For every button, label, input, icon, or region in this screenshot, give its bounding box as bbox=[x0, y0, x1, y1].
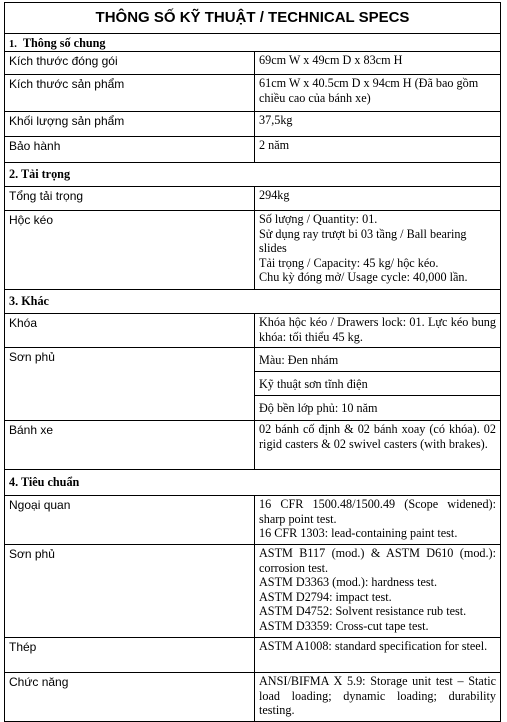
row-label: Sơn phủ bbox=[5, 545, 255, 637]
table-row bbox=[5, 112, 500, 137]
table-row bbox=[5, 314, 500, 348]
section-number: 1. bbox=[9, 39, 17, 50]
row-value: ASTM A1008: standard specification for steel. bbox=[259, 639, 488, 653]
value-subcell: Độ bền lớp phủ: 10 năm bbox=[259, 401, 378, 415]
value-line: ASTM D3363 (mod.): hardness test. bbox=[259, 575, 438, 589]
table-row bbox=[5, 187, 500, 211]
row-value bbox=[255, 348, 500, 420]
row-label: Kích thước sản phẩm bbox=[5, 75, 255, 111]
value-subcell: Kỹ thuật sơn tĩnh điện bbox=[255, 372, 500, 396]
table-row bbox=[5, 211, 500, 290]
table-row bbox=[5, 638, 500, 673]
section-heading: 2. Tải trọng bbox=[9, 167, 71, 181]
value-line: Sử dụng ray trượt bi 03 tầng / Ball bearing slides bbox=[259, 226, 467, 255]
value-line: Chu kỳ đóng mở/ Usage cycle: 40,000 lần. bbox=[259, 270, 468, 284]
section-heading: 3. Khác bbox=[9, 294, 49, 308]
value-line: ASTM D4752: Solvent resistance rub test. bbox=[259, 604, 467, 618]
row-label: Chức năng bbox=[5, 673, 255, 721]
table-row bbox=[5, 496, 500, 545]
row-label: Thép bbox=[5, 638, 255, 672]
row-label: Tổng tải trọng bbox=[5, 187, 255, 210]
section-header-standards bbox=[5, 470, 500, 496]
row-value: 02 bánh cố định & 02 bánh xoay (có khóa). 02 rigid casters & 02 swivel casters (with brakes). bbox=[259, 422, 496, 451]
section-header-other bbox=[5, 290, 500, 314]
spec-table bbox=[4, 2, 501, 722]
row-value bbox=[255, 496, 500, 544]
row-label: Hộc kéo bbox=[5, 211, 255, 289]
value-line: Số lượng / Quantity: 01. bbox=[259, 212, 378, 226]
row-label: Bảo hành bbox=[5, 137, 255, 162]
value-line: ASTM D3359: Cross-cut tape test. bbox=[259, 618, 429, 633]
value-line: 16 CFR 1500.48/1500.49 (Scope widened): sharp point test. bbox=[259, 497, 496, 526]
section-heading: 4. Tiêu chuẩn bbox=[9, 475, 80, 489]
row-label: Kích thước đóng gói bbox=[5, 52, 255, 74]
row-label: Bánh xe bbox=[5, 421, 255, 469]
value-line: ASTM B117 (mod.) & ASTM D610 (mod.): corrosion test. bbox=[259, 546, 496, 575]
value-line: ASTM D2794: impact test. bbox=[259, 589, 392, 604]
row-value bbox=[255, 211, 500, 289]
table-row bbox=[5, 421, 500, 470]
page-title: THÔNG SỐ KỸ THUẬT / TECHNICAL SPECS bbox=[5, 3, 500, 34]
row-value: Khóa hộc kéo / Drawers lock: 01. Lực kéo bung khóa: tối thiểu 45 kg. bbox=[259, 315, 496, 344]
row-value: 69cm W x 49cm D x 83cm H bbox=[259, 53, 403, 67]
row-label: Khối lượng sản phẩm bbox=[5, 112, 255, 136]
row-label: Ngoại quan bbox=[5, 496, 255, 544]
row-value: 37,5kg bbox=[259, 113, 293, 127]
row-value bbox=[255, 545, 500, 637]
table-row bbox=[5, 52, 500, 75]
row-value: 2 năm bbox=[259, 138, 290, 152]
section-heading: Thông số chung bbox=[22, 36, 106, 50]
section-header-load bbox=[5, 163, 500, 187]
table-row bbox=[5, 673, 500, 721]
row-value: ANSI/BIFMA X 5.9: Storage unit test – Static load loading; dynamic loading; durability testing. bbox=[259, 674, 496, 717]
table-row bbox=[5, 75, 500, 112]
row-value: 61cm W x 40.5cm D x 94cm H (Đã bao gồm chiều cao của bánh xe) bbox=[259, 76, 479, 105]
value-subcell: Màu: Đen nhám bbox=[255, 348, 500, 372]
value-line: 16 CFR 1303: lead-containing paint test. bbox=[259, 526, 458, 540]
section-header-general bbox=[5, 34, 500, 52]
row-label: Sơn phủ bbox=[5, 348, 255, 420]
table-row bbox=[5, 348, 500, 421]
table-row bbox=[5, 545, 500, 638]
row-value: 294kg bbox=[259, 188, 290, 202]
row-label: Khóa bbox=[5, 314, 255, 347]
table-row bbox=[5, 137, 500, 163]
value-line: Tải trọng / Capacity: 45 kg/ hộc kéo. bbox=[259, 255, 439, 270]
